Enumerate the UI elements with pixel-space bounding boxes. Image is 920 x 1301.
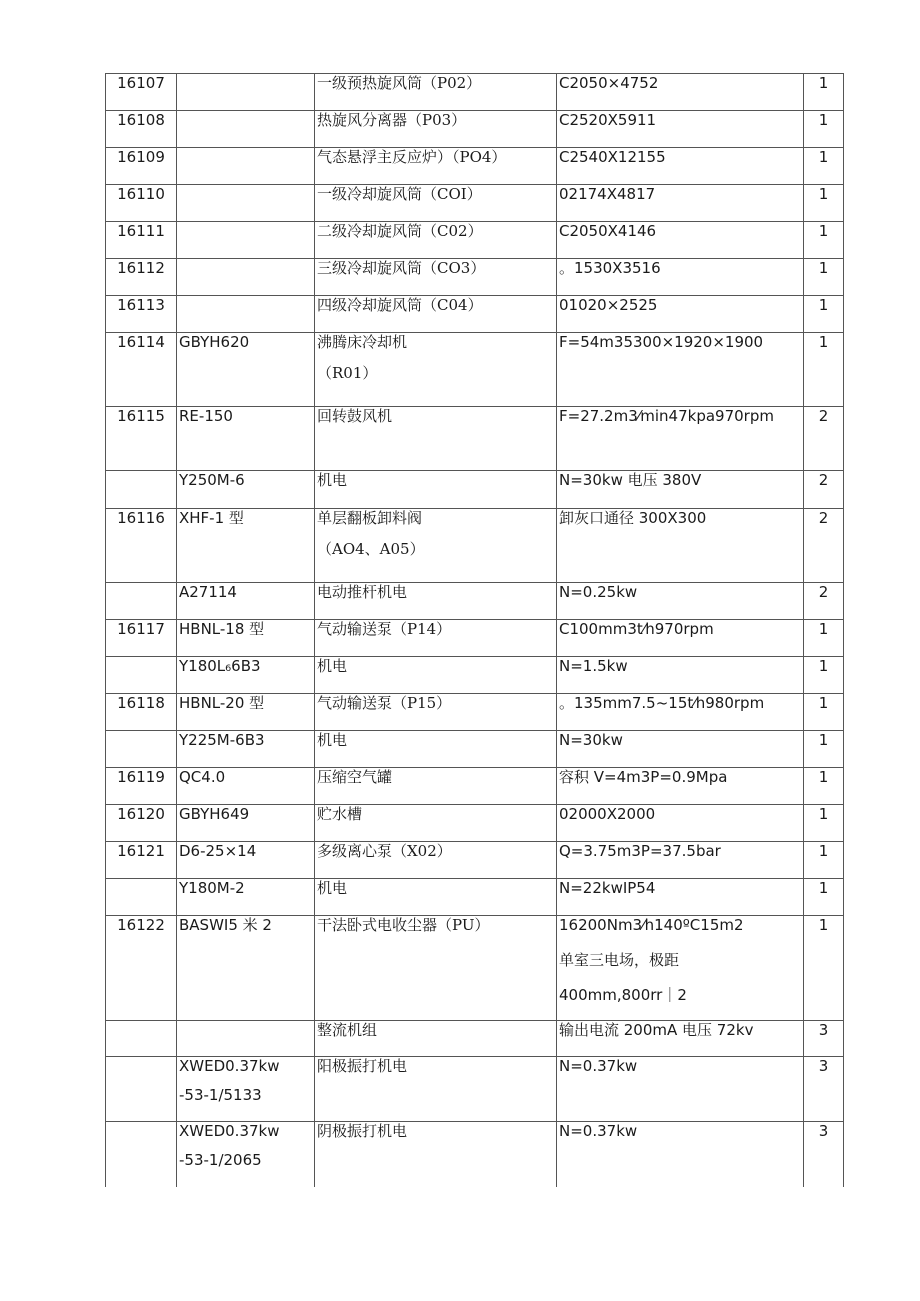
table-row [106, 620, 844, 657]
item-number: 16115 [106, 407, 177, 471]
table-row [106, 731, 844, 768]
item-number: 16110 [106, 185, 177, 222]
model-cell: RE-150 [177, 407, 315, 471]
item-number: 16111 [106, 222, 177, 259]
equipment-name-line: 单层翻板卸料阀 [317, 509, 423, 527]
quantity-cell: 1 [804, 620, 844, 657]
table-row [106, 222, 844, 259]
equipment-name: 回转鼓风机 [315, 407, 557, 471]
model-cell [177, 1057, 315, 1122]
spec-cell: C2050×4752 [557, 74, 804, 111]
equipment-name: 气态悬浮主反应炉）（PO4） [315, 148, 557, 185]
quantity-cell: 1 [804, 879, 844, 916]
model-cell: XHF-1 型 [177, 509, 315, 583]
model-cell [177, 111, 315, 148]
model-cell [177, 259, 315, 296]
model-cell: HBNL-20 型 [177, 694, 315, 731]
model-cell [177, 296, 315, 333]
equipment-name: 四级冷却旋风筒（C04） [315, 296, 557, 333]
table-row [106, 768, 844, 805]
spec-cell: F=54m35300×1920×1900 [557, 333, 804, 407]
model-cell: Y180L₆6B3 [177, 657, 315, 694]
spec-cell: 卸灰口通径 300X300 [557, 509, 804, 583]
model-cell [177, 1122, 315, 1187]
spec-cell: N=30kw 电压 380V [557, 471, 804, 509]
item-number: 16121 [106, 842, 177, 879]
item-number [106, 1021, 177, 1057]
item-number: 16120 [106, 805, 177, 842]
spec-cell: 02174X4817 [557, 185, 804, 222]
table-row [106, 1021, 844, 1057]
quantity-cell: 1 [804, 74, 844, 111]
spec-cell: 容积 V=4m3P=0.9Mpa [557, 768, 804, 805]
equipment-name: 机电 [315, 879, 557, 916]
quantity-cell: 1 [804, 333, 844, 407]
quantity-cell: 1 [804, 185, 844, 222]
equipment-name-line: （R01） [317, 363, 378, 382]
table-row [106, 74, 844, 111]
equipment-name: 干法卧式电收尘器（PU） [315, 916, 557, 1021]
quantity-cell: 1 [804, 657, 844, 694]
model-cell: QC4.0 [177, 768, 315, 805]
item-number [106, 657, 177, 694]
quantity-cell: 1 [804, 731, 844, 768]
table-row [106, 296, 844, 333]
item-number [106, 1122, 177, 1187]
model-cell: D6-25×14 [177, 842, 315, 879]
item-number: 16107 [106, 74, 177, 111]
item-number [106, 583, 177, 620]
equipment-name-line: （AO4、A05） [317, 539, 425, 558]
quantity-cell: 2 [804, 407, 844, 471]
spec-cell: N=0.37kw [557, 1122, 804, 1187]
equipment-name: 贮水槽 [315, 805, 557, 842]
item-number: 16118 [106, 694, 177, 731]
spec-cell: N=0.37kw [557, 1057, 804, 1122]
spec-cell: N=30kw [557, 731, 804, 768]
equipment-name: 气动输送泵（P15） [315, 694, 557, 731]
item-number: 16117 [106, 620, 177, 657]
spec-cell: C100mm3t⁄h970rpm [557, 620, 804, 657]
model-cell [177, 148, 315, 185]
equipment-name: 二级冷却旋风筒（C02） [315, 222, 557, 259]
model-cell [177, 222, 315, 259]
equipment-name: 阳极振打机电 [315, 1057, 557, 1122]
table-row [106, 185, 844, 222]
table-row [106, 407, 844, 471]
model-cell [177, 185, 315, 222]
model-cell [177, 1021, 315, 1057]
spec-cell: N=0.25kw [557, 583, 804, 620]
item-number: 16112 [106, 259, 177, 296]
spec-cell: N=22kwIP54 [557, 879, 804, 916]
quantity-cell: 2 [804, 583, 844, 620]
item-number: 16109 [106, 148, 177, 185]
table-row [106, 842, 844, 879]
spec-cell: 输出电流 200mA 电压 72kv [557, 1021, 804, 1057]
quantity-cell: 3 [804, 1122, 844, 1187]
model-cell: Y225M-6B3 [177, 731, 315, 768]
spec-cell: C2050X4146 [557, 222, 804, 259]
item-number [106, 471, 177, 509]
table-row [106, 148, 844, 185]
table-row [106, 259, 844, 296]
table-row [106, 805, 844, 842]
model-line: XWED0.37kw [179, 1057, 280, 1075]
item-number: 16122 [106, 916, 177, 1021]
quantity-cell: 1 [804, 916, 844, 1021]
item-number: 16113 [106, 296, 177, 333]
spec-cell: Q=3.75m3P=37.5bar [557, 842, 804, 879]
equipment-name: 机电 [315, 471, 557, 509]
quantity-cell: 1 [804, 842, 844, 879]
quantity-cell: 1 [804, 296, 844, 333]
equipment-name: 机电 [315, 657, 557, 694]
equipment-table [105, 73, 844, 1187]
spec-cell: 02000X2000 [557, 805, 804, 842]
item-number [106, 1057, 177, 1122]
item-number [106, 879, 177, 916]
equipment-name: 三级冷却旋风筒（CO3） [315, 259, 557, 296]
model-cell: A27114 [177, 583, 315, 620]
quantity-cell: 3 [804, 1021, 844, 1057]
model-line: XWED0.37kw [179, 1122, 280, 1140]
spec-cell: C2540X12155 [557, 148, 804, 185]
model-line: -53-1/2065 [179, 1150, 262, 1169]
table-row [106, 509, 844, 583]
item-number: 16108 [106, 111, 177, 148]
table-row [106, 657, 844, 694]
equipment-name [315, 333, 557, 407]
table-row [106, 111, 844, 148]
quantity-cell: 3 [804, 1057, 844, 1122]
spec-cell: 。1530X3516 [557, 259, 804, 296]
quantity-cell: 1 [804, 694, 844, 731]
quantity-cell: 1 [804, 259, 844, 296]
item-number: 16116 [106, 509, 177, 583]
model-cell: HBNL-18 型 [177, 620, 315, 657]
equipment-name: 多级离心泵（X02） [315, 842, 557, 879]
spec-cell: N=1.5kw [557, 657, 804, 694]
table-row [106, 1122, 844, 1187]
table-row [106, 694, 844, 731]
table-row [106, 333, 844, 407]
spec-line: 单室三电场，极距 [559, 950, 680, 969]
quantity-cell: 1 [804, 222, 844, 259]
item-number: 16119 [106, 768, 177, 805]
quantity-cell: 1 [804, 805, 844, 842]
spec-line: 400mm,800rr｜2 [559, 985, 687, 1004]
equipment-name-line: 沸腾床冷却机 [317, 333, 408, 351]
model-cell: Y250M-6 [177, 471, 315, 509]
quantity-cell: 1 [804, 111, 844, 148]
equipment-name: 整流机组 [315, 1021, 557, 1057]
spec-line: 16200Nm3⁄h140ºC15m2 [559, 916, 744, 934]
model-cell: BASWI5 米 2 [177, 916, 315, 1021]
spec-cell [557, 916, 804, 1021]
model-cell: GBYH649 [177, 805, 315, 842]
table-row [106, 1057, 844, 1122]
spec-cell: 01020×2525 [557, 296, 804, 333]
table-row [106, 916, 844, 1021]
table-row [106, 879, 844, 916]
spec-cell: C2520X5911 [557, 111, 804, 148]
model-cell: Y180M-2 [177, 879, 315, 916]
equipment-name: 压缩空气罐 [315, 768, 557, 805]
model-cell [177, 74, 315, 111]
equipment-name: 电动推杆机电 [315, 583, 557, 620]
equipment-name: 机电 [315, 731, 557, 768]
equipment-name: 气动输送泵（P14） [315, 620, 557, 657]
quantity-cell: 1 [804, 148, 844, 185]
model-line: -53-1/5133 [179, 1085, 262, 1104]
equipment-name: 热旋风分离器（P03） [315, 111, 557, 148]
equipment-name: 一级预热旋风筒（P02） [315, 74, 557, 111]
item-number [106, 731, 177, 768]
spec-cell: 。135mm7.5~15t⁄h980rpm [557, 694, 804, 731]
table-row [106, 471, 844, 509]
quantity-cell: 2 [804, 509, 844, 583]
equipment-name: 阴极振打机电 [315, 1122, 557, 1187]
model-cell: GBYH620 [177, 333, 315, 407]
spec-cell: F=27.2m3⁄min47kpa970rpm [557, 407, 804, 471]
equipment-name [315, 509, 557, 583]
item-number: 16114 [106, 333, 177, 407]
quantity-cell: 2 [804, 471, 844, 509]
table-row [106, 583, 844, 620]
quantity-cell: 1 [804, 768, 844, 805]
equipment-name: 一级冷却旋风筒（COI） [315, 185, 557, 222]
